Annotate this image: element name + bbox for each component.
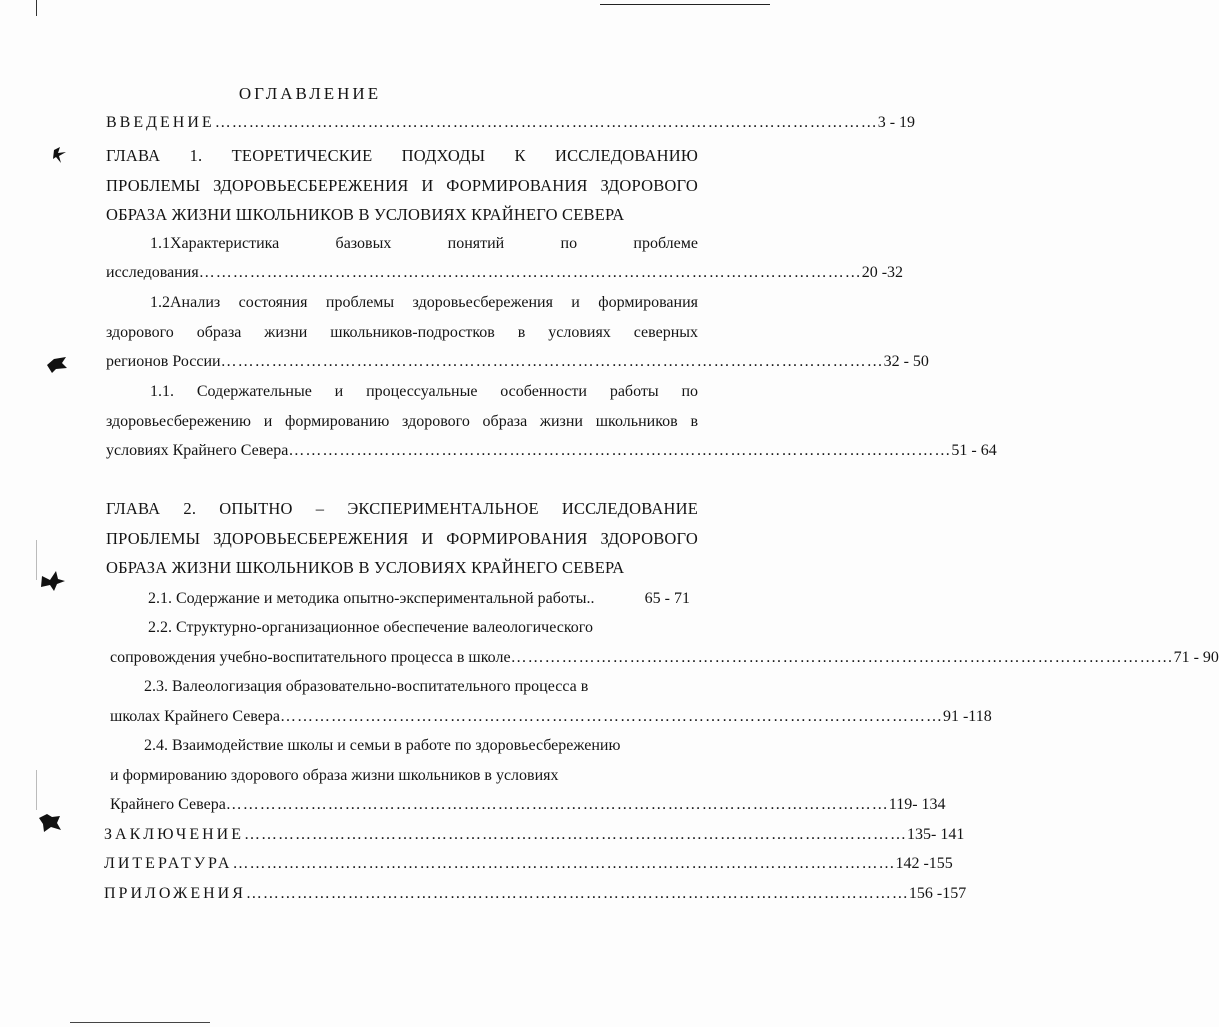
leader-dots: ……………………………………………………………………………………………………… (510, 649, 1174, 666)
chapter2-heading-line3: ОБРАЗА ЖИЗНИ ШКОЛЬНИКОВ В УСЛОВИЯХ КРАЙНЕГО СЕВЕРА (106, 558, 625, 577)
toc-section-2-3-pages: 91 -118 (942, 708, 992, 725)
toc-section-2-1-last: 2.1. Содержание и методика опытно-экспериментальной работы.. (148, 590, 595, 607)
punch-hole-mark-icon (46, 356, 68, 374)
toc-section-2-4[interactable] (110, 796, 946, 814)
scan-edge-line (36, 0, 37, 16)
chapter1-heading-line2: ПРОБЛЕМЫ ЗДОРОВЬЕСБЕРЕЖЕНИЯ И ФОРМИРОВАНИЯ ЗДОРОВОГО (106, 176, 698, 195)
toc-section-2-3-last: школах Крайнего Севера (110, 708, 280, 725)
punch-hole-mark-icon (38, 812, 62, 834)
chapter2-heading-line1[interactable]: ГЛАВА 2. ОПЫТНО – ЭКСПЕРИМЕНТАЛЬНОЕ ИССЛЕДОВАНИЕ (106, 499, 698, 518)
leader-dots (594, 590, 644, 608)
chapter2-heading-line2: ПРОБЛЕМЫ ЗДОРОВЬЕСБЕРЕЖЕНИЯ И ФОРМИРОВАНИЯ ЗДОРОВОГО (106, 529, 698, 548)
punch-hole-mark-icon (52, 146, 68, 164)
leader-dots: ……………………………………………………………………………………………………… (198, 264, 862, 281)
scan-edge-line (600, 4, 770, 5)
toc-literature-label: ЛИТЕРАТУРА (104, 855, 233, 872)
toc-section-2-3[interactable] (110, 708, 992, 726)
leader-dots: ……………………………………………………………………………………………………… (279, 708, 943, 725)
toc-section-1-3-line2: здоровьесбережению и формированию здорового образа жизни школьников в (106, 413, 698, 430)
toc-section-1-2-last: регионов России (106, 353, 221, 370)
toc-entry-literature[interactable] (104, 855, 953, 873)
chapter1-heading-line3: ОБРАЗА ЖИЗНИ ШКОЛЬНИКОВ В УСЛОВИЯХ КРАЙНЕГО СЕВЕРА (106, 205, 625, 224)
toc-conclusion-pages: 135- 141 (906, 826, 965, 843)
toc-section-1-3[interactable] (106, 442, 997, 460)
leader-dots: ……………………………………………………………………………………………………… (220, 353, 884, 370)
toc-intro-label: ВВЕДЕНИЕ (106, 114, 215, 131)
toc-section-2-2-line1[interactable]: 2.2. Структурно-организационное обеспечение валеологического (148, 619, 593, 636)
toc-section-1-3-pages: 51 - 64 (951, 442, 997, 459)
toc-section-2-2-pages: 71 - 90 (1173, 649, 1219, 666)
scan-edge-line (36, 770, 37, 810)
toc-section-1-2-line1[interactable]: 1.2Анализ состояния проблемы здоровьесбережения и формирования (150, 294, 698, 311)
toc-section-1-2[interactable] (106, 353, 929, 371)
toc-appendix-label: ПРИЛОЖЕНИЯ (104, 885, 246, 902)
toc-entry-appendix[interactable] (104, 885, 967, 903)
toc-section-1-1[interactable] (106, 264, 904, 282)
toc-section-2-4-last: Крайнего Севера (110, 796, 226, 813)
leader-dots: ……………………………………………………………………………………………………… (214, 114, 878, 131)
toc-section-2-3-line1[interactable]: 2.3. Валеологизация образовательно-воспитательного процесса в (144, 678, 589, 695)
leader-dots: ……………………………………………………………………………………………………… (243, 826, 907, 843)
toc-section-1-3-last: условиях Крайнего Севера (106, 442, 289, 459)
leader-dots: ……………………………………………………………………………………………………… (288, 442, 952, 459)
chapter1-heading-line1[interactable]: ГЛАВА 1. ТЕОРЕТИЧЕСКИЕ ПОДХОДЫ К ИССЛЕДОВАНИЮ (106, 146, 698, 165)
toc-section-2-2[interactable] (110, 649, 1219, 667)
toc-entry-conclusion[interactable] (104, 826, 965, 844)
toc-literature-pages: 142 -155 (895, 855, 953, 872)
toc-appendix-pages: 156 -157 (908, 885, 967, 902)
toc-section-2-4-line1[interactable]: 2.4. Взаимодействие школы и семьи в работе по здоровьесбережению (144, 737, 621, 754)
page-title: ОГЛАВЛЕНИЕ (238, 84, 382, 103)
toc-section-1-2-line2: здорового образа жизни школьников-подростков в условиях северных (106, 324, 698, 341)
toc-section-2-1-pages: 65 - 71 (644, 590, 690, 607)
punch-hole-mark-icon (40, 570, 66, 592)
toc-section-2-4-pages: 119- 134 (888, 796, 946, 813)
toc-section-1-3-line1[interactable]: 1.1. Содержательные и процессуальные особенности работы по (150, 383, 698, 400)
toc-entry-intro[interactable] (106, 114, 916, 132)
leader-dots: ……………………………………………………………………………………………………… (232, 855, 896, 872)
toc-section-1-2-pages: 32 - 50 (883, 353, 929, 370)
toc-section-2-2-last: сопровождения учебно-воспитательного процесса в школе (110, 649, 511, 666)
scan-edge-line (70, 1022, 210, 1023)
leader-dots: ……………………………………………………………………………………………………… (225, 796, 889, 813)
toc-conclusion-label: ЗАКЛЮЧЕНИЕ (104, 826, 244, 843)
toc-section-1-1-line1[interactable]: 1.1Характеристика базовых понятий по проблеме (150, 235, 698, 252)
toc-intro-pages: 3 - 19 (877, 114, 916, 131)
toc-section-1-1-last: исследования (106, 264, 199, 281)
toc-section-2-4-line2: и формированию здорового образа жизни школьников в условиях (110, 767, 559, 784)
scan-edge-line (36, 540, 37, 580)
leader-dots: ……………………………………………………………………………………………………… (245, 885, 909, 902)
toc-section-1-1-pages: 20 -32 (861, 264, 904, 281)
toc-section-2-1[interactable] (148, 590, 690, 608)
